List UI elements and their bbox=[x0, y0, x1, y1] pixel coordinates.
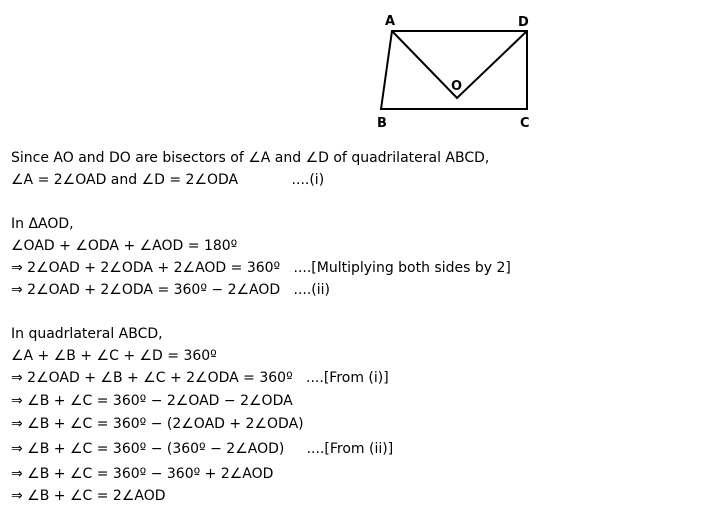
solution-line-7: In quadrlateral ABCD, bbox=[11, 326, 163, 342]
solution-line-4: ∠OAD + ∠ODA + ∠AOD = 180º bbox=[11, 238, 238, 254]
solution-line-6: ⇒ 2∠OAD + 2∠ODA = 360º − 2∠AOD ....(ii) bbox=[11, 282, 331, 298]
vertex-label-a: A bbox=[385, 14, 396, 29]
vertex-label-c: C bbox=[520, 116, 530, 131]
solution-line-11: ⇒ ∠B + ∠C = 360º − (2∠OAD + 2∠ODA) bbox=[11, 416, 304, 432]
solution-line-5: ⇒ 2∠OAD + 2∠ODA + 2∠AOD = 360º ....[Multiplying both sides by 2] bbox=[11, 260, 511, 276]
solution-line-9: ⇒ 2∠OAD + ∠B + ∠C + 2∠ODA = 360º ....[From (i)] bbox=[11, 370, 389, 386]
vertex-label-d: D bbox=[518, 15, 529, 30]
solution-line-13: ⇒ ∠B + ∠C = 360º − 360º + 2∠AOD bbox=[11, 466, 274, 482]
vertex-label-o: O bbox=[451, 79, 463, 94]
solution-line-1: Since AO and DO are bisectors of ∠A and ∠D of quadrilateral ABCD, bbox=[11, 150, 490, 166]
solution-line-14: ⇒ ∠B + ∠C = 2∠AOD bbox=[11, 488, 166, 504]
solution-line-3: In ΔAOD, bbox=[11, 216, 74, 232]
vertex-label-b: B bbox=[377, 116, 387, 131]
solution-line-2: ∠A = 2∠OAD and ∠D = 2∠ODA ....(i) bbox=[11, 172, 325, 188]
solution-line-12: ⇒ ∠B + ∠C = 360º − (360º − 2∠AOD) ....[From (ii)] bbox=[11, 441, 394, 457]
quadrilateral-diagram bbox=[360, 0, 560, 140]
solution-line-8: ∠A + ∠B + ∠C + ∠D = 360º bbox=[11, 348, 217, 364]
solution-line-10: ⇒ ∠B + ∠C = 360º − 2∠OAD − 2∠ODA bbox=[11, 393, 293, 409]
quadrilateral-figure bbox=[360, 0, 560, 140]
